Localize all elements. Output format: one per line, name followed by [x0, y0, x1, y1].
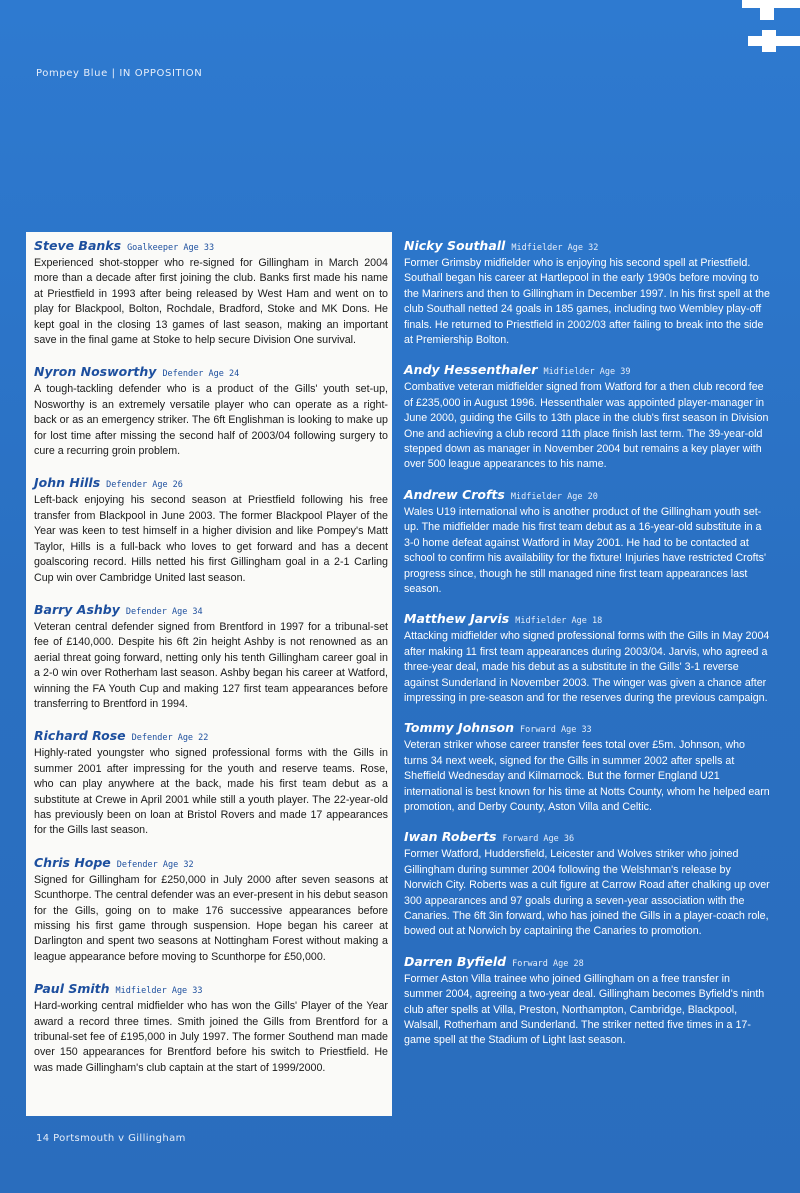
player-bio: Former Watford, Huddersfield, Leicester and Wolves striker who joined Gillingham during summer 2004 following the Welshman's release by Norwich City. Roberts was a cult figure at Carrow Road after chalking up over 300 appearances and 97 goals during a seven-year association with the Canaries. The 6ft 3in forward, who has joined the Gills in a player-coach role, bowed out at Norwich by captaining the Canaries to promotion. [404, 848, 770, 938]
player-name: Chris Hope [34, 854, 111, 870]
player-name: Paul Smith [34, 981, 110, 997]
player-role: Forward Age 28 [512, 958, 584, 969]
corner-graphic [762, 30, 776, 52]
player-bio: Veteran central defender signed from Brentford in 1997 for a tribunal-set fee of £140,000. Despite his 6ft 2in height Ashby is not renowned as an aerial threat going forward, netting only his tenth Gillingham career goal in a 2-0 win over Rotherham last season. Ashby began his career at Watford, winning the FA Youth Cup and making 127 first team appearances before transferring to Brentford in 1994. [34, 620, 388, 710]
player-name: Matthew Jarvis [404, 611, 510, 627]
page-header: Pompey Blue | IN OPPOSITION [36, 68, 203, 79]
player-name: John Hills [34, 475, 101, 491]
left-column [34, 238, 388, 1092]
player-entry [404, 487, 770, 597]
player-entry [404, 954, 770, 1049]
right-column [404, 238, 770, 1063]
player-bio: Experienced shot-stopper who re-signed for Gillingham in March 2004 more than a decade after first joining the club. Banks first made his name at Priestfield in 1993 after being released by West Ham and went on to play for Blackpool, Bolton, Rochdale, Bradford, Stoke and MK Dons. He kept goal in the closing 13 games of last season, making an important save in the final game at Stoke to help secure Division One survival. [34, 257, 388, 347]
player-role: Midfielder Age 39 [543, 367, 631, 378]
player-entry [34, 238, 388, 348]
player-bio: Left-back enjoying his second season at Priestfield following his free transfer from Blackpool in June 2003. The former Blackpool Player of the Year was keen to test himself in a higher division and like Pompey's Matt Taylor, Hills is a full-back who loves to get forward and has a decent goalscoring record. Hills netted his first Gillingham goal in a 2-1 Carling Cup win over Cambridge United last season. [34, 494, 388, 584]
player-role: Midfielder Age 33 [115, 986, 203, 997]
player-entry [404, 720, 770, 815]
player-name: Andy Hessenthaler [404, 362, 538, 378]
player-bio: Former Aston Villa trainee who joined Gillingham on a free transfer in summer 2004, agreeing a two-year deal. Gillingham becomes Byfield's ninth club after spells at Villa, Preston, Northampton, Cambridge, Blackpool, Walsall, Rotherham and Sunderland. The striker netted five times in a 17-game spell at the Stadium of Light last season. [404, 972, 765, 1047]
player-name: Nyron Nosworthy [34, 364, 157, 380]
player-role: Defender Age 34 [125, 606, 203, 617]
player-name: Darren Byfield [404, 953, 507, 969]
player-role: Midfielder Age 18 [515, 616, 603, 627]
player-role: Goalkeeper Age 33 [127, 243, 215, 253]
player-entry [34, 475, 388, 585]
page-footer: 14 Portsmouth v Gillingham [36, 1133, 186, 1144]
player-bio: Hard-working central midfielder who has won the Gills' Player of the Year award a record three times. Smith joined the Gills from Brentford for a tribunal-set fee of £195,000 in July 1997. The former Southend man made over 150 appearances for Brentford before his switch to Priestfield. He was made Gillingham's club captain at the start of 1999/2000. [34, 1000, 388, 1074]
player-bio: Attacking midfielder who signed professional forms with the Gills in May 2004 after making 11 first team appearances during 2003/04. Jarvis, who agreed a three-year deal, made his debut as a substitute in the Gills' 3-1 reverse against Sunderland in November 2003. The winger was given a chance after impressing in pre-season and for the reserves during the previous campaign. [404, 630, 770, 704]
player-role: Midfielder Age 20 [510, 491, 598, 502]
player-role: Defender Age 32 [116, 859, 194, 870]
player-bio: Combative veteran midfielder signed from Watford for a then club record fee of £235,000 in August 1996. Hessenthaler was appointed player-manager in June 2000, guiding the Gills to 13th place in the club's first season in Division One and achieving a club record 11th place finish last term. The 39-year-old stepped down as manager in November 2004 but remains a key player with over 500 league appearances to his name. [404, 381, 769, 471]
player-role: Forward Age 33 [520, 725, 592, 736]
player-name: Barry Ashby [34, 601, 120, 617]
player-role: Forward Age 36 [502, 834, 575, 845]
player-entry [34, 364, 388, 459]
player-name: Nicky Southall [404, 238, 506, 253]
corner-graphic [760, 0, 774, 20]
player-entry [404, 238, 770, 348]
player-role: Defender Age 22 [131, 733, 209, 744]
player-bio: Veteran striker whose career transfer fees total over £5m. Johnson, who turns 34 next week, signed for the Gills in summer 2002 after spells at Sheffield Wednesday and Kilmarnock. But the former England U21 international is best known for his time at Notts County, whom he helped earn promotion, and Derby County, Aston Villa and Celtic. [404, 739, 770, 813]
player-entry [34, 728, 388, 838]
player-role: Defender Age 26 [106, 480, 183, 491]
player-entry [34, 981, 388, 1076]
player-bio: Former Grimsby midfielder who is enjoying his second spell at Priestfield. Southall began his career at Hartlepool in the early 1990s before moving to the Mariners and then to Gillingham in December 1997. In his first spell at the club Southall netted 24 goals in 185 games, including two Wembley play-off finals. He returned to Priestfield in 2002/03 after failing to break into the side at Premiership Bolton. [404, 257, 770, 347]
player-bio: Highly-rated youngster who signed professional forms with the Gills in summer 2001 after impressing for the youth and reserve teams. Rose, who can play anywhere at the back, made his first team debut as a substitute at Crewe in April 2001 while still a youth player. The 22-year-old has previously been on loan at Bristol Rovers and made 17 appearances for the Gills last season. [34, 747, 388, 837]
player-entry [404, 611, 770, 706]
player-name: Steve Banks [34, 238, 122, 253]
player-name: Iwan Roberts [404, 829, 497, 845]
player-entry [404, 362, 770, 472]
player-name: Andrew Crofts [404, 486, 505, 502]
player-name: Richard Rose [34, 728, 126, 744]
player-role: Defender Age 24 [162, 369, 240, 380]
player-bio: Signed for Gillingham for £250,000 in July 2000 after seven seasons at Scunthorpe. The central defender was an ever-present in his debut season for the Gills, going on to make 176 successive appearances before missing his first game through suspension. Hope began his career at Darlington and spent two seasons at Nottingham Forest without making a league appearance before moving to Scunthorpe for £50,000. [34, 873, 388, 963]
player-role: Midfielder Age 32 [511, 243, 599, 253]
player-entry [404, 829, 770, 939]
player-entry [34, 855, 388, 965]
player-bio: Wales U19 international who is another product of the Gillingham youth set-up. The midfielder made his first team debut as a 16-year-old substitute in a 3-0 home defeat against Watford in May 2001. He had to be contacted at school to confirm his availability for the fixture! Injuries have restricted Crofts' progress since, though he still managed nine first team appearances last season. [404, 505, 766, 595]
player-bio: A tough-tackling defender who is a product of the Gills' youth set-up, Nosworthy is an extremely versatile player who can operate as a right-back or as an emergency striker. The 6ft Englishman is looking to make up for lost time after missing the second half of 2003/04 following surgery to cure a recurring groin problem. [34, 383, 388, 458]
player-name: Tommy Johnson [404, 720, 515, 736]
player-entry [34, 602, 388, 712]
